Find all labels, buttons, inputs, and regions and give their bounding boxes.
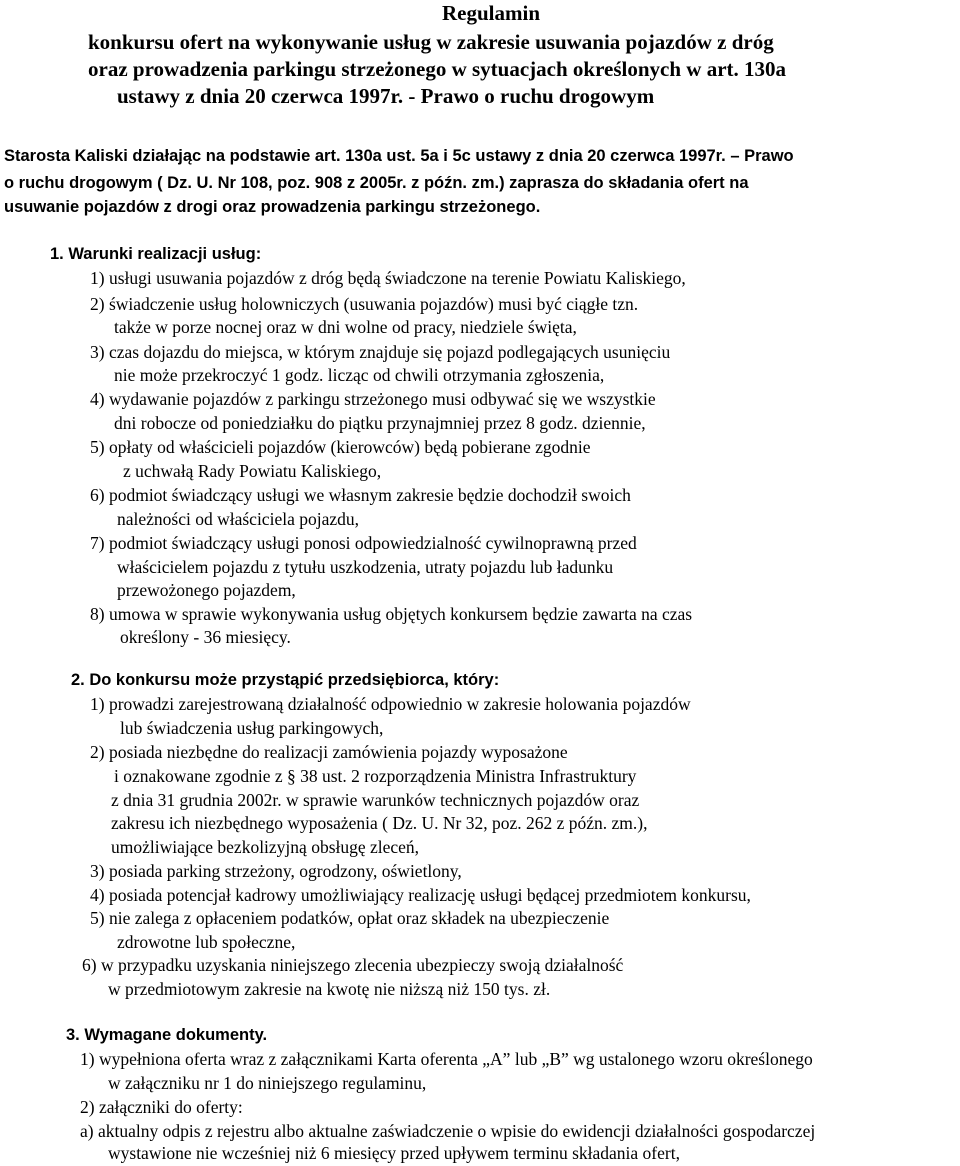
section-1-item: 6) podmiot świadczący usługi we własnym zakresie będzie dochodził swoich <box>90 485 631 505</box>
section-2-item-cont: zdrowotne lub społeczne, <box>117 932 296 952</box>
section-1-item: 2) świadczenie usług holowniczych (usuwania pojazdów) musi być ciągłe tzn. <box>90 294 639 314</box>
section-1-item: 8) umowa w sprawie wykonywania usług objętych konkursem będzie zawarta na czas <box>90 604 693 624</box>
section-2-item: 3) posiada parking strzeżony, ogrodzony, oświetlony, <box>90 861 462 881</box>
section-2-item: 2) posiada niezbędne do realizacji zamówienia pojazdy wyposażone <box>90 742 568 762</box>
intro-line-3: usuwanie pojazdów z drogi oraz prowadzenia parkingu strzeżonego. <box>4 198 541 216</box>
section-3-heading: 3. Wymagane dokumenty. <box>66 1026 268 1044</box>
section-2-item-cont: zakresu ich niezbędnego wyposażenia ( Dz. U. Nr 32, poz. 262 z późn. zm.), <box>111 813 648 833</box>
section-2-item: 4) posiada potencjał kadrowy umożliwiający realizację usługi będącej przedmiotem konkursu, <box>90 885 751 905</box>
section-1-item-cont: właścicielem pojazdu z tytułu uszkodzenia, utraty pojazdu lub ładunku <box>117 557 614 577</box>
section-3-item-cont: w załączniku nr 1 do niniejszego regulaminu, <box>108 1073 427 1093</box>
section-1-item: 4) wydawanie pojazdów z parkingu strzeżonego musi odbywać się we wszystkie <box>90 389 656 409</box>
section-2-item-cont: umożliwiające bezkolizyjną obsługę zleceń, <box>111 837 420 857</box>
section-1-item: 3) czas dojazdu do miejsca, w którym znajduje się pojazd podlegających usunięciu <box>90 342 671 362</box>
section-2-item-cont: i oznakowane zgodnie z § 38 ust. 2 rozporządzenia Ministra Infrastruktury <box>114 766 637 786</box>
section-1-item-cont: przewożonego pojazdem, <box>117 580 296 600</box>
section-2-item-cont: w przedmiotowym zakresie na kwotę nie niższą niż 150 tys. zł. <box>108 979 551 999</box>
section-1-item-cont: należności od właściciela pojazdu, <box>117 509 359 529</box>
section-3-item-cont: wystawione nie wcześniej niż 6 miesięcy przed upływem terminu składania ofert, <box>108 1143 680 1163</box>
section-1-item: 5) opłaty od właścicieli pojazdów (kierowców) będą pobierane zgodnie <box>90 437 591 457</box>
section-1-item-cont: także w porze nocnej oraz w dni wolne od pracy, niedziele święta, <box>114 317 577 337</box>
title-line-4: ustawy z dnia 20 czerwca 1997r. - Prawo o ruchu drogowym <box>117 84 655 108</box>
intro-line-2: o ruchu drogowym ( Dz. U. Nr 108, poz. 908 z 2005r. z późn. zm.) zaprasza do składania ofert na <box>4 174 749 192</box>
title-line-3: oraz prowadzenia parkingu strzeżonego w sytuacjach określonych w art. 130a <box>88 57 787 81</box>
section-1-item: 1) usługi usuwania pojazdów z dróg będą świadczone na terenie Powiatu Kaliskiego, <box>90 268 686 288</box>
section-1-heading: 1. Warunki realizacji usług: <box>50 245 262 263</box>
section-1-item-cont: nie może przekroczyć 1 godz. licząc od chwili otrzymania zgłoszenia, <box>114 365 605 385</box>
section-2-heading: 2. Do konkursu może przystąpić przedsiębiorca, który: <box>71 671 500 689</box>
section-1-item-cont: z uchwałą Rady Powiatu Kaliskiego, <box>123 461 382 481</box>
section-2-item-cont: z dnia 31 grudnia 2002r. w sprawie warunków technicznych pojazdów oraz <box>111 790 640 810</box>
section-2-item: 1) prowadzi zarejestrowaną działalność odpowiednio w zakresie holowania pojazdów <box>90 694 691 714</box>
section-3-item: 1) wypełniona oferta wraz z załącznikami Karta oferenta „A” lub „B” wg ustalonego wzoru określonego <box>80 1049 813 1069</box>
section-3-item: a) aktualny odpis z rejestru albo aktualne zaświadczenie o wpisie do ewidencji działalności gospodarczej <box>80 1121 816 1141</box>
title-line-2: konkursu ofert na wykonywanie usług w zakresie usuwania pojazdów z dróg <box>88 30 774 54</box>
section-2-item: 6) w przypadku uzyskania niniejszego zlecenia ubezpieczy swoją działalność <box>82 955 624 975</box>
section-3-item: 2) załączniki do oferty: <box>80 1097 243 1117</box>
intro-line-1: Starosta Kaliski działając na podstawie art. 130a ust. 5a i 5c ustawy z dnia 20 czerwca 1997r. – Prawo <box>4 147 794 165</box>
section-1-item: 7) podmiot świadczący usługi ponosi odpowiedzialność cywilnoprawną przed <box>90 533 637 553</box>
document-title: Regulamin <box>442 1 541 25</box>
section-2-item: 5) nie zalega z opłaceniem podatków, opłat oraz składek na ubezpieczenie <box>90 908 610 928</box>
section-1-item-cont: dni robocze od poniedziałku do piątku przynajmniej przez 8 godz. dziennie, <box>114 413 646 433</box>
section-1-item-cont: określony - 36 miesięcy. <box>120 627 291 647</box>
section-2-item-cont: lub świadczenia usług parkingowych, <box>120 718 384 738</box>
